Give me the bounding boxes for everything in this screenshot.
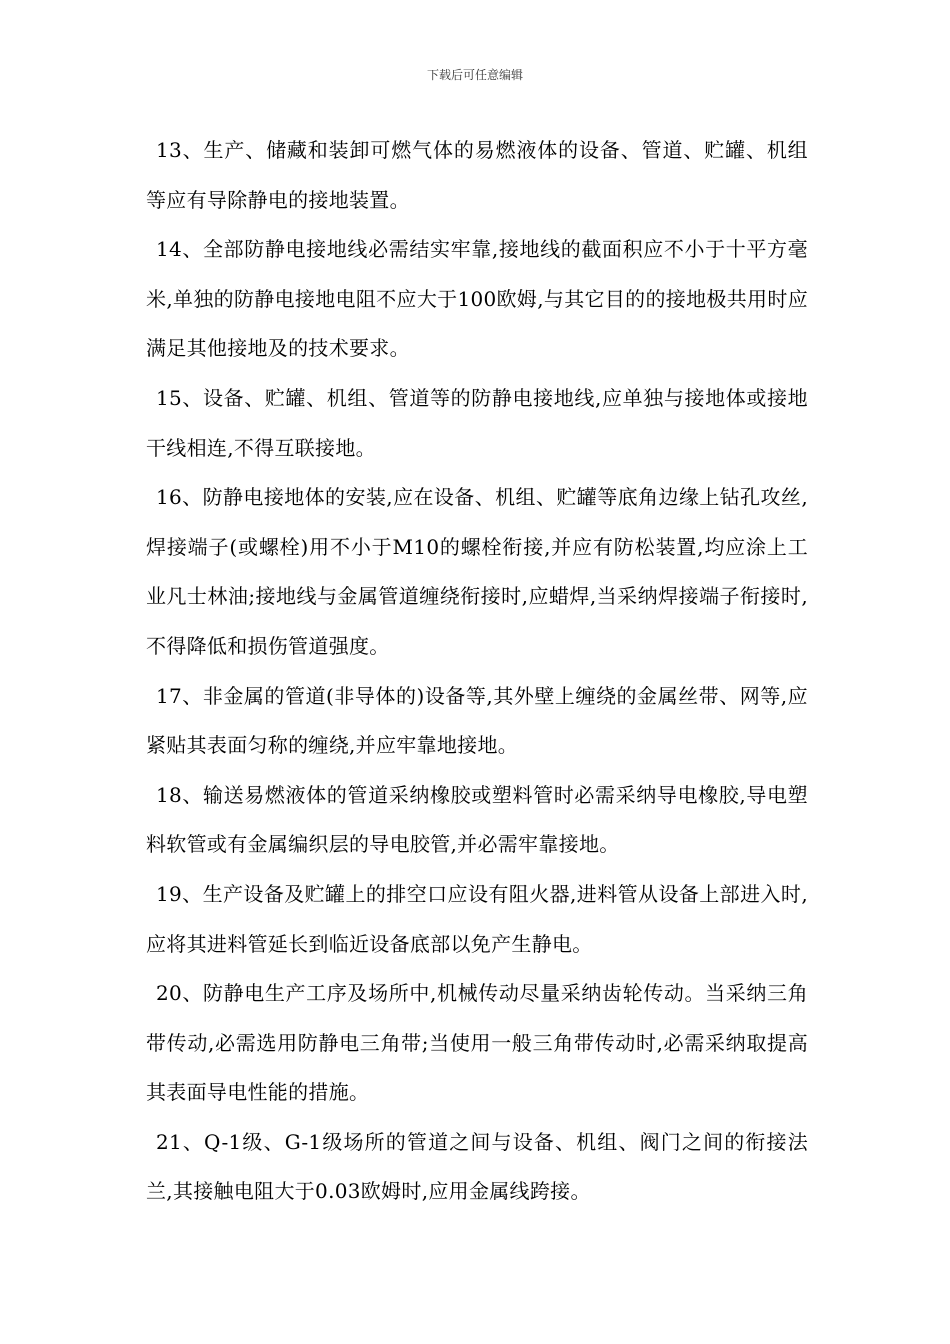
paragraph-13: 13、生产、储藏和装卸可燃气体的易燃液体的设备、管道、贮罐、机组等应有导除静电的接地装置。 xyxy=(146,138,808,212)
page-header-note: 下载后可任意编辑 xyxy=(426,68,523,82)
paragraph-18: 18、输送易燃液体的管道采纳橡胶或塑料管时必需采纳导电橡胶,导电塑料软管或有金属编织层的导电胶管,并必需牢靠接地。 xyxy=(146,782,808,857)
paragraph-14: 14、全部防静电接地线必需结实牢靠,接地线的截面积应不小于十平方毫米,单独的防静电接地电阻不应大于100欧姆,与其它目的的接地极共用时应满足其他接地及的技术要求。 xyxy=(146,237,808,361)
paragraph-16: 16、防静电接地体的安装,应在设备、机组、贮罐等底角边缘上钻孔攻丝,焊接端子(或螺栓)用不小于M10的螺栓衔接,并应有防松装置,均应涂上工业凡士林油;接地线与金属管道缠绕衔接时,应蜡焊,当采纳焊接端子衔接时,不得降低和损伤管道强度。 xyxy=(146,485,808,658)
paragraph-19: 19、生产设备及贮罐上的排空口应设有阻火器,进料管从设备上部进入时,应将其进料管延长到临近设备底部以免产生静电。 xyxy=(146,881,808,956)
paragraph-20: 20、防静电生产工序及场所中,机械传动尽量采纳齿轮传动。当采纳三角带传动,必需选用防静电三角带;当使用一般三角带传动时,必需采纳取提高其表面导电性能的措施。 xyxy=(146,981,808,1105)
paragraph-21: 21、Q-1级、G-1级场所的管道之间与设备、机组、阀门之间的衔接法兰,其接触电阻大于0.03欧姆时,应用金属线跨接。 xyxy=(146,1129,808,1204)
document-body xyxy=(146,126,808,1217)
paragraph-17: 17、非金属的管道(非导体的)设备等,其外壁上缠绕的金属丝带、网等,应紧贴其表面匀称的缠绕,并应牢靠地接地。 xyxy=(146,683,808,758)
paragraph-15: 15、设备、贮罐、机组、管道等的防静电接地线,应单独与接地体或接地干线相连,不得互联接地。 xyxy=(146,385,808,460)
